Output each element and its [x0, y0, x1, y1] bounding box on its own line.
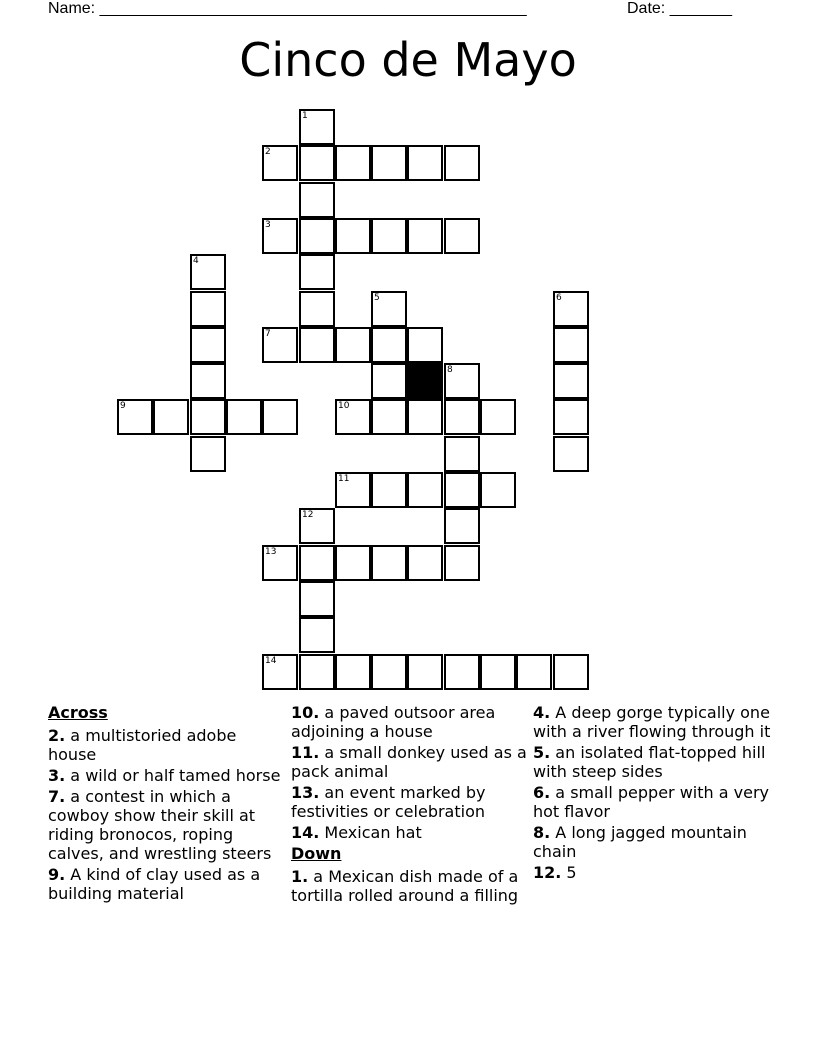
clue-text: a small donkey used as a pack animal	[291, 743, 527, 781]
grid-cell[interactable]	[407, 218, 443, 254]
grid-cell[interactable]	[153, 399, 189, 435]
grid-cell[interactable]	[299, 109, 335, 145]
clue-item	[291, 867, 527, 905]
grid-cell[interactable]	[371, 654, 407, 690]
clue-item	[291, 703, 527, 741]
clue-number: 5.	[533, 743, 551, 762]
clue-text: A deep gorge typically one with a river flowing through it	[533, 703, 771, 741]
grid-cell[interactable]	[407, 545, 443, 581]
grid-cell[interactable]	[299, 508, 335, 544]
grid-cell[interactable]	[262, 218, 298, 254]
grid-cell[interactable]	[335, 399, 371, 435]
grid-cell[interactable]	[407, 145, 443, 181]
grid-cell[interactable]	[444, 399, 480, 435]
clue-number: 12.	[533, 863, 562, 882]
clue-text: Mexican hat	[319, 823, 422, 842]
across-heading: Across	[48, 703, 108, 722]
clue-text: 5	[561, 863, 577, 882]
clue-item	[48, 865, 284, 903]
clue-number: 14.	[291, 823, 320, 842]
grid-cell[interactable]	[480, 654, 516, 690]
grid-cell[interactable]	[299, 291, 335, 327]
clue-item	[48, 787, 284, 863]
clues-column-3	[533, 703, 773, 884]
clues-column-2	[291, 703, 527, 907]
grid-cell[interactable]	[444, 472, 480, 508]
clue-text: a contest in which a cowboy show their skill at riding bronocos, roping calves, and wrestling steers	[48, 787, 272, 863]
clue-number: 4.	[533, 703, 551, 722]
grid-cell[interactable]	[190, 399, 226, 435]
clue-text: an event marked by festivities or celebration	[291, 783, 486, 821]
grid-cell[interactable]	[371, 399, 407, 435]
clue-number: 6.	[533, 783, 551, 802]
grid-cell[interactable]	[407, 472, 443, 508]
grid-cell[interactable]	[371, 218, 407, 254]
grid-cell[interactable]	[444, 145, 480, 181]
clue-number: 10.	[291, 703, 320, 722]
clue-item	[291, 743, 527, 781]
grid-cell[interactable]	[335, 545, 371, 581]
grid-cell[interactable]	[190, 363, 226, 399]
clue-item	[533, 703, 773, 741]
clue-number: 4	[193, 256, 199, 266]
clue-text: a Mexican dish made of a tortilla rolled around a filling	[291, 867, 519, 905]
grid-cell[interactable]	[444, 218, 480, 254]
clue-text: A kind of clay used as a building material	[48, 865, 261, 903]
clue-item	[533, 743, 773, 781]
clue-text: a multistoried adobe house	[48, 726, 237, 764]
grid-cell[interactable]	[444, 436, 480, 472]
grid-cell[interactable]	[516, 654, 552, 690]
grid-cell[interactable]	[226, 399, 262, 435]
clue-number: 3	[265, 220, 271, 230]
clue-number: 10	[338, 401, 350, 411]
grid-cell[interactable]	[371, 291, 407, 327]
grid-cell[interactable]	[299, 218, 335, 254]
grid-cell[interactable]	[444, 363, 480, 399]
grid-cell[interactable]	[262, 399, 298, 435]
clue-number: 7	[265, 329, 271, 339]
grid-cell[interactable]	[553, 291, 589, 327]
grid-cell[interactable]	[190, 291, 226, 327]
clue-number: 12	[302, 510, 314, 520]
clue-number: 13	[265, 547, 277, 557]
clue-text: a small pepper with a very hot flavor	[533, 783, 769, 821]
clue-number: 8	[447, 365, 453, 375]
grid-cell[interactable]	[553, 654, 589, 690]
clue-text: an isolated flat-topped hill with steep sides	[533, 743, 766, 781]
grid-cell[interactable]	[262, 654, 298, 690]
grid-cell[interactable]	[262, 545, 298, 581]
clue-item	[291, 823, 527, 842]
grid-cell[interactable]	[335, 654, 371, 690]
clue-text: A long jagged mountain chain	[533, 823, 747, 861]
black-cell	[407, 363, 443, 399]
clue-item	[48, 726, 284, 764]
grid-cell[interactable]	[299, 617, 335, 653]
clue-item	[291, 783, 527, 821]
clue-number: 3.	[48, 766, 66, 785]
grid-cell[interactable]	[553, 363, 589, 399]
grid-cell[interactable]	[262, 145, 298, 181]
clue-item	[533, 783, 773, 821]
grid-cell[interactable]	[335, 472, 371, 508]
clue-text: a wild or half tamed horse	[65, 766, 281, 785]
name-field-label: Name: ________________________________________________	[48, 0, 527, 17]
grid-cell[interactable]	[480, 472, 516, 508]
grid-cell[interactable]	[371, 145, 407, 181]
clue-number: 5	[374, 293, 380, 303]
grid-cell[interactable]	[262, 327, 298, 363]
clue-number: 11.	[291, 743, 320, 762]
clue-item	[533, 863, 773, 882]
grid-cell[interactable]	[190, 436, 226, 472]
grid-cell[interactable]	[299, 654, 335, 690]
grid-cell[interactable]	[335, 218, 371, 254]
grid-cell[interactable]	[117, 399, 153, 435]
clue-number: 9.	[48, 865, 66, 884]
grid-cell[interactable]	[407, 327, 443, 363]
grid-cell[interactable]	[444, 508, 480, 544]
grid-cell[interactable]	[190, 254, 226, 290]
clue-item	[48, 766, 284, 785]
grid-cell[interactable]	[335, 327, 371, 363]
clue-number: 2	[265, 147, 271, 157]
clue-number: 6	[556, 293, 562, 303]
clue-item	[533, 823, 773, 861]
grid-cell[interactable]	[480, 399, 516, 435]
grid-cell[interactable]	[299, 145, 335, 181]
grid-cell[interactable]	[299, 327, 335, 363]
clue-number: 11	[338, 474, 350, 484]
clue-number: 13.	[291, 783, 320, 802]
clue-text: a paved outsoor area adjoining a house	[291, 703, 496, 741]
clue-number: 9	[120, 401, 126, 411]
grid-cell[interactable]	[299, 581, 335, 617]
page-title: Cinco de Mayo	[239, 33, 577, 87]
clue-number: 14	[265, 656, 277, 666]
clues-column-1	[48, 703, 284, 905]
grid-cell[interactable]	[444, 654, 480, 690]
grid-cell[interactable]	[299, 182, 335, 218]
clue-number: 7.	[48, 787, 66, 806]
grid-cell[interactable]	[299, 545, 335, 581]
clue-number: 2.	[48, 726, 66, 745]
grid-cell[interactable]	[553, 327, 589, 363]
grid-cell[interactable]	[335, 145, 371, 181]
grid-cell[interactable]	[553, 399, 589, 435]
grid-cell[interactable]	[299, 254, 335, 290]
down-heading: Down	[291, 844, 342, 863]
grid-cell[interactable]	[444, 545, 480, 581]
grid-cell[interactable]	[371, 363, 407, 399]
clue-number: 1.	[291, 867, 309, 886]
date-field-label: Date: _______	[627, 0, 732, 17]
grid-cell[interactable]	[371, 472, 407, 508]
grid-cell[interactable]	[190, 327, 226, 363]
grid-cell[interactable]	[407, 654, 443, 690]
grid-cell[interactable]	[371, 545, 407, 581]
grid-cell[interactable]	[553, 436, 589, 472]
grid-cell[interactable]	[407, 399, 443, 435]
clue-number: 8.	[533, 823, 551, 842]
grid-cell[interactable]	[371, 327, 407, 363]
clue-number: 1	[302, 111, 308, 121]
